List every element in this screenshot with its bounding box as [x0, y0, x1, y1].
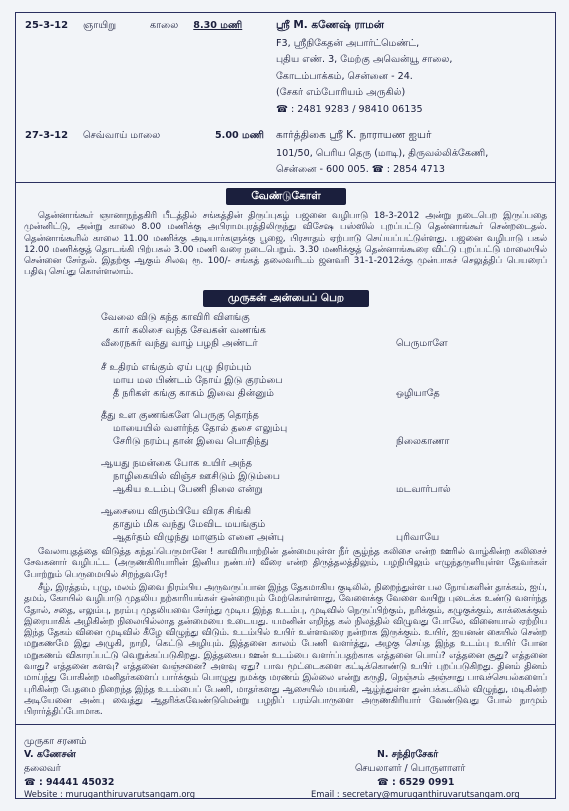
speaker-address — [276, 36, 452, 118]
verse-line: தாதும் மிக வந்து மேவிட மயங்கும் — [113, 519, 266, 530]
secretary-phone: ☎ : 6529 0991 — [377, 777, 455, 788]
verse-line: ஆசையை விரும்பியே விரக சிங்கி — [101, 506, 252, 517]
time-value: 8.30 மணி — [193, 20, 243, 31]
schedule-date: 27-3-12 — [25, 130, 69, 141]
footer-greeting: முருகா சரணம் — [24, 736, 87, 747]
address-line: (சேகர் எம்போரியம் அருகில்) — [276, 87, 406, 99]
president-name: V. கணேசன் — [24, 749, 76, 760]
address-line: F3, ஸ்ரீநிகேதன் அபார்ட்மெண்ட், — [276, 38, 420, 49]
verse-line: நாழிகையில் விஞ்ச ஊசிடும் இடும்பை — [113, 471, 281, 482]
verse-line: தீது உள குணங்களே பெருகு தொந்த — [101, 410, 259, 421]
verse-end: ஒழியாதே — [396, 388, 440, 399]
speaker-name: கார்த்திகை ஸ்ரீ K. நாராயண ஐயர் — [276, 129, 432, 141]
verse-line: சேரிடு நரம்பு தான் இவை பொதிந்து — [113, 436, 269, 447]
secretary-role: செயலாளர் / பொருளாளர் — [355, 763, 466, 774]
address-line: சென்னை - 600 005. ☎ : 2854 4713 — [276, 164, 445, 176]
verse-line: வீரைநகர் வந்து வாழ் பழநி அண்டர் — [101, 338, 258, 349]
divider — [15, 724, 556, 725]
secretary-name: N. சந்திரசேகர் — [377, 749, 439, 760]
verse-line: மாயையில் வளர்ந்த தோல் தசை எலும்பு — [113, 423, 288, 434]
verse-line: ஆதர்தம் விழுந்து மாளும் எனை அன்பு — [113, 532, 285, 543]
address-line: கோடம்பாக்கம், சென்னை - 24. — [276, 70, 413, 82]
schedule-day: ஞாயிறு — [83, 20, 117, 31]
verse-end: புரிவாயே — [396, 532, 440, 543]
verse-line: மாய மல பிண்டம் நோய் இடு குரம்பை — [113, 375, 283, 386]
schedule-time — [215, 130, 264, 142]
explanation-paragraph: வேலாயுதத்தை விடுத்த கந்தப்பெருமானே ! காவிரியாற்றின் தன்மையுள்ள நீர் சூழ்ந்த கலிசை என்ற ஊரில் வாழ்கின்ற கலிசைச் சேவகனார் வழிபட்ட (அருணகிரியாரின் இனிய நண்பர்) வீரை என்ற திருத்தலத்திலும், பழநியிலும் எழுந்தருளியுள்ள தேவர்கள் போற்றும் பெருமையில் சிறந்தவரே! — [24, 547, 547, 580]
website-link[interactable]: Website : muruganthiruvarutsangam.org — [24, 789, 196, 799]
schedule-day: செவ்வாய் மாலை — [83, 130, 161, 141]
divider — [15, 182, 556, 183]
verse-end: மடவார்பால் — [396, 484, 451, 495]
speaker-address — [276, 146, 488, 179]
address-line: 101/50, பெரிய தெரு (மாடி), திருவல்லிக்கேணி, — [276, 148, 489, 159]
verse-line: கார் கலிசை வந்த சேவகன் வணங்க — [113, 325, 266, 336]
love-heading: முருகன் அன்பைப் பெற — [203, 290, 369, 307]
president-phone: ☎ : 94441 45032 — [24, 777, 115, 788]
request-heading: வேண்டுகோள் — [226, 188, 346, 205]
president-role: தலைவர் — [24, 763, 61, 774]
request-text: தென்னாங்கூர் ஞானாநந்தகிரி பீடத்தில் சங்கத்தின் திருப்புகழ் பஜனை வழிபாடு 18-3-2012 அன்று நடைபெற இருப்பதை முன்னிட்டு, அன்று காலை 8.00 மணிக்கு அபிராமபுரத்திலிருந்து விசேஷ பஸ்ஸில் புறப்பட்டு தென்னாங்கூர் சென்றடைதல். தென்னாங்கூரில் காலை 11.00 மணிக்கு அடியார்களுக்கு பூஜை, பிரசாதம் ஏற்பாடு செய்யப்பட்டுள்ளது. பஜனை வழிபாடு பகல் 12.00 மணிக்குத் தொடங்கி பிற்பகல் 3.00 மணி வரை நடைபெறும். 3.30 மணிக்குத் தென்னாங்கூரை விட்டு புறப்பட்டு மாலையில் சென்னை சேர்தல். இதற்கு ஆகும் சிலவு ரூ. 100/- சங்கத் தலைவரிடம் ஜனவரி 31-1-2012க்கு முன்பாகச் செலுத்திப் பெயரைப் பதிவு செய்து கொள்ளலாம். — [24, 211, 547, 278]
time-value: 5.00 மணி — [215, 130, 264, 141]
schedule-time — [150, 20, 242, 32]
verse-end: நிலைகாணா — [396, 436, 450, 447]
speaker-name: ஸ்ரீ M. கணேஷ் ராமன் — [276, 19, 384, 31]
footer — [15, 734, 556, 799]
verse-end: பெருமாளே — [396, 338, 448, 349]
address-line: புதிய எண். 3, மேற்கு அவென்யூ சாலை, — [276, 54, 453, 66]
verse-line: சீ உதிரம் எங்கும் ஏய் புழு நிரம்பும் — [101, 362, 252, 373]
verse-line: ஆயது நமன்கை போக உயிர் அந்த — [101, 458, 252, 469]
address-line: ☎ : 2481 9283 / 98410 06135 — [276, 103, 423, 115]
email-link[interactable]: Email : secretary@muruganthiruvarutsangam.org — [311, 789, 520, 799]
explanation-paragraph: சீழ், இரத்தம், புழு, மலம் இவை நிரம்பிய அருவருப்பான இந்த தேகமாகிய குடிலில், நிறைந்துள்ள பல நோய்களின் தாக்கம், ஐய், தமம், கோயில் வழிபாடு முதலிய நற்காரியங்கள் ஒன்றையும் மேற்கொள்ளாது, வேளைக்கு வேளை வயிறு புடைக்க உண்டு வளர்ந்த தோல், சதை, எலும்பு, நரம்பு முதலியவை சேர்ந்து முடிய இந்த உடம்பு, முடிவில் நெருப்பிற்கும், நரிக்கும், கழுகுக்கும், காக்கைக்கும் இரையாகிக் அழிகின்ற நிலையில்லாத தன்மையை உடையது. யமனின் எறிந்த கல் நிலத்தில் விழுவது போலே, வினையால் ஏற்றிய இந்த தேகம் வினை முடிவில் கீழே விழுந்து விடும். உடம்பில் உயிர் உள்ளவரை நன்றாக இருக்கும். உயிர், ஐயனன் கையில் சென்ற மறுகணமே இது அழுகி, நாறி, கெட்டு அழியும். இத்தனை காலம் பேணி வளர்த்து, அழகு செய்த இந்த உடம்பு உயிர் போன மறுகணம் விகாரப்பட்டு வெறுக்கப்படுகிறது. இத்தகைய ஊன் உடம்பை வளர்ப்பதற்காக எத்தனை பொய்? எத்தனை சூது? எத்தனை வாது? எத்தனை களவு? எத்தனை வஞ்சனை? அளவு ஏது? பாவ மூட்டைகளை கட்டிக்கொண்டு உயிர் புறப்படுகிறது. தினம் தினம் மாய்ந்து போகின்ற மனிதர்களைப் பார்க்கும் பொழுது நமக்கு மரணம் இல்லை என்று கருதி, நெஞ்சம் அஞ்சாது பாவச்செயல்களைப் புரிகின்ற பேதமை நிறைந்த இந்த உடம்பைப் பேணி, மாதர்களது ஆசையில் மயங்கி, ஆழ்ந்துள்ள துன்பக்கடலில் விழுந்து, மடிகின்ற அடியேனை அன்பு வைத்து ஆதரிக்கவேண்டுமென்று பழநிப் பரம்பொருளை அருணகிரியார் வேண்டுவது போல் நாமும் பிரார்த்திப்போமாக. — [24, 583, 547, 718]
time-prefix: காலை — [150, 20, 179, 31]
verse-line: ஆகிய உடம்பு பேணி நிலை என்று — [113, 484, 263, 495]
verse-line: தீ நரிகள் கங்கு காகம் இவை தின்னும் — [113, 388, 274, 399]
schedule-date: 25-3-12 — [25, 20, 69, 31]
verse-line: வேலை விடு கந்த காவிரி விளங்கு — [101, 312, 250, 323]
